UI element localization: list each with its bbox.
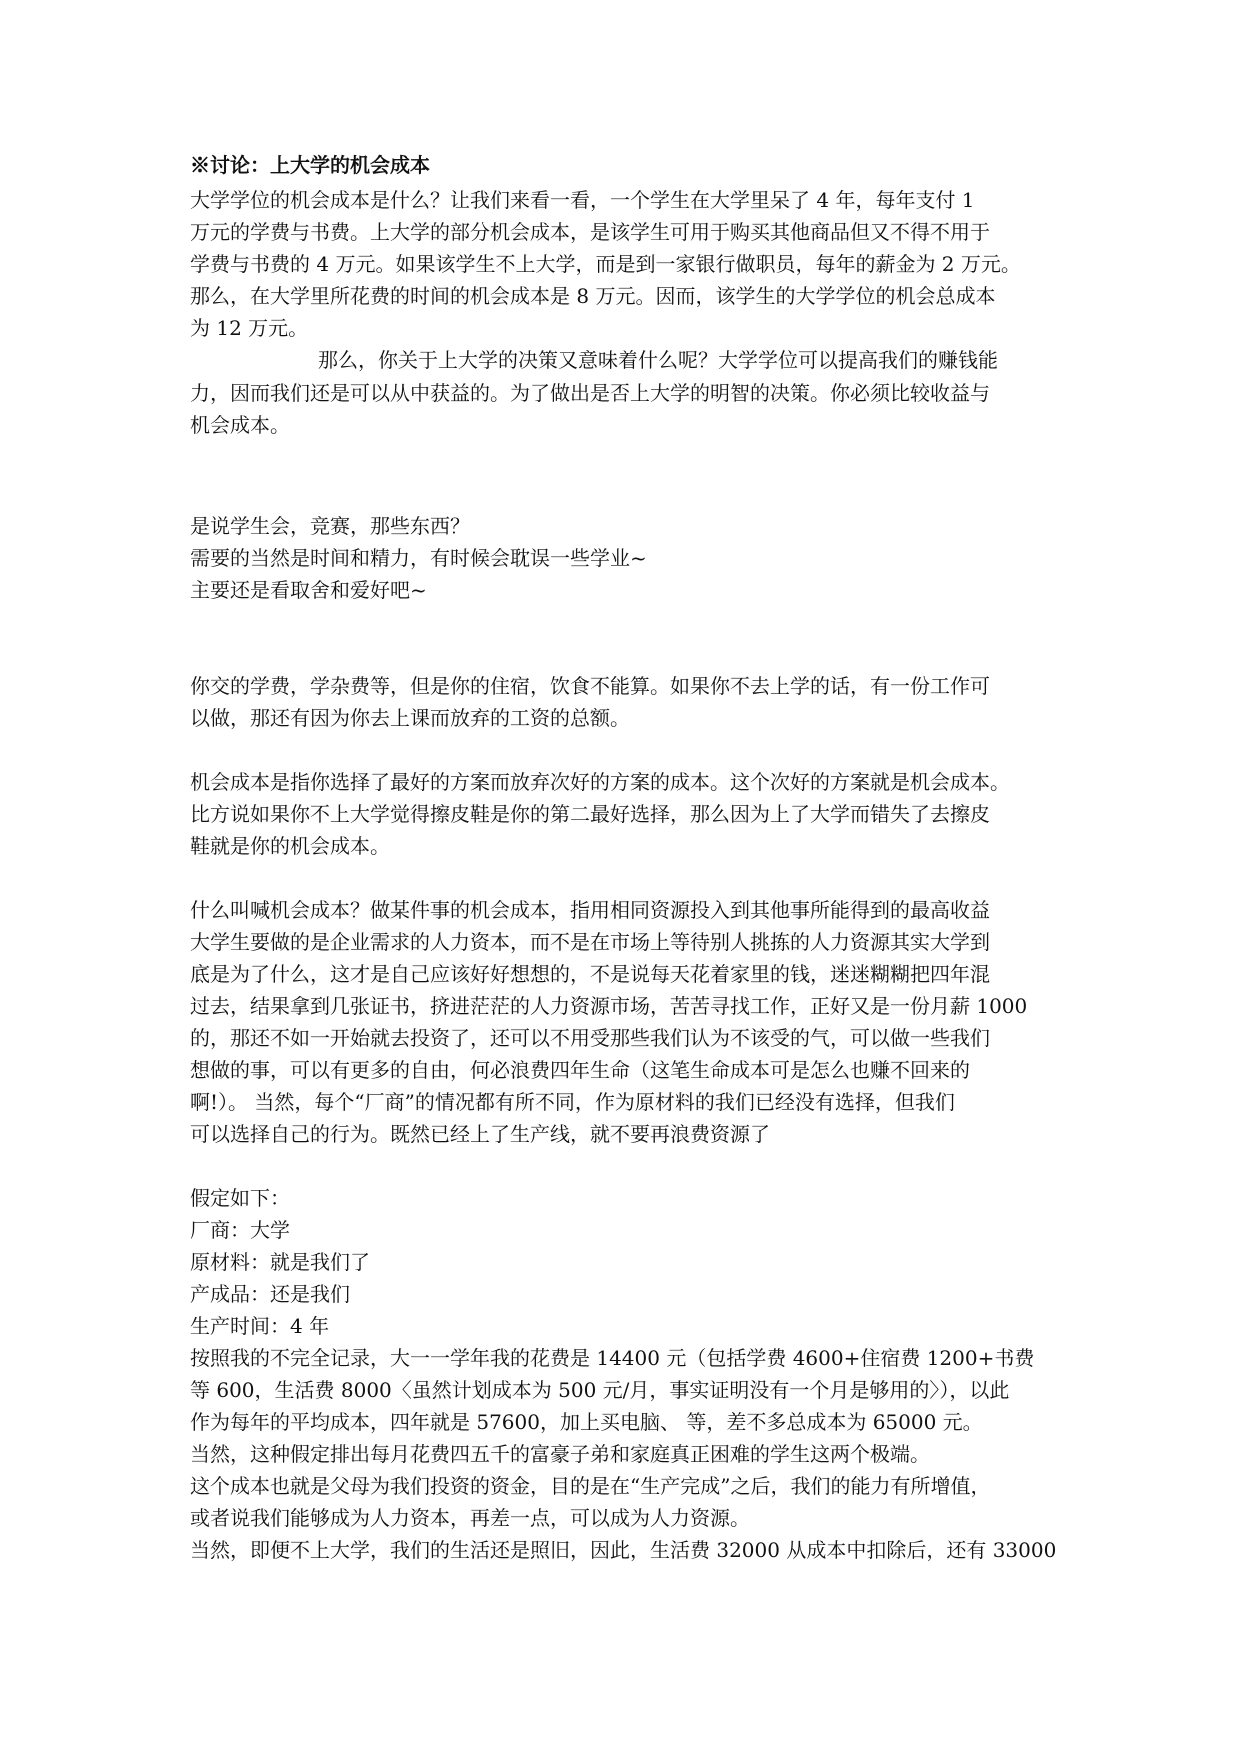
paragraph3-line-1: 是说学生会，竞赛，那些东西？ <box>190 514 470 538</box>
paragraph2-line-3: 机会成本。 <box>190 413 290 437</box>
paragraph7-line-4: 产成品：还是我们 <box>190 1282 350 1306</box>
paragraph1-line-1: 大学学位的机会成本是什么？让我们来看一看，一个学生在大学里呆了 4 年，每年支付 1 <box>190 188 975 212</box>
paragraph5-line-1: 机会成本是指你选择了最好的方案而放弃次好的方案的成本。这个次好的方案就是机会成本。 <box>190 770 1010 794</box>
paragraph6-line-7: 啊!）。 当然，每个“厂商”的情况都有所不同，作为原材料的我们已经没有选择，但我们 <box>190 1090 955 1114</box>
paragraph1-line-3: 学费与书费的 4 万元。如果该学生不上大学，而是到一家银行做职员，每年的薪金为 2 万元。 <box>190 252 1021 276</box>
paragraph6-line-3: 底是为了什么，这才是自己应该好好想想的，不是说每天花着家里的钱，迷迷糊糊把四年混 <box>190 962 990 986</box>
document-title: ※讨论：上大学的机会成本 <box>190 153 430 177</box>
paragraph7-line-9: 当然，这种假定排出每月花费四五千的富豪子弟和家庭真正困难的学生这两个极端。 <box>190 1442 930 1466</box>
paragraph6-line-4: 过去，结果拿到几张证书，挤进茫茫的人力资源市场，苦苦寻找工作，正好又是一份月薪 1000 <box>190 994 1028 1018</box>
paragraph7-line-2: 厂商：大学 <box>190 1218 290 1242</box>
paragraph4-line-2: 以做，那还有因为你去上课而放弃的工资的总额。 <box>190 706 630 730</box>
paragraph1-line-2: 万元的学费与书费。上大学的部分机会成本，是该学生可用于购买其他商品但又不得不用于 <box>190 220 990 244</box>
paragraph7-line-10: 这个成本也就是父母为我们投资的资金，目的是在“生产完成”之后，我们的能力有所增值， <box>190 1474 991 1498</box>
paragraph6-line-5: 的，那还不如一开始就去投资了，还可以不用受那些我们认为不该受的气，可以做一些我们 <box>190 1026 990 1050</box>
paragraph7-line-3: 原材料：就是我们了 <box>190 1250 370 1274</box>
paragraph6-line-6: 想做的事，可以有更多的自由，何必浪费四年生命（这笔生命成本可是怎么也赚不回来的 <box>190 1058 970 1082</box>
paragraph2-line-2: 力，因而我们还是可以从中获益的。为了做出是否上大学的明智的决策。你必须比较收益与 <box>190 381 990 405</box>
paragraph1-line-5: 为 12 万元。 <box>190 316 309 340</box>
paragraph5-line-2: 比方说如果你不上大学觉得擦皮鞋是你的第二最好选择，那么因为上了大学而错失了去擦皮 <box>190 802 990 826</box>
paragraph4-line-1: 你交的学费，学杂费等，但是你的住宿，饮食不能算。如果你不去上学的话，有一份工作可 <box>190 674 990 698</box>
paragraph6-line-8: 可以选择自己的行为。既然已经上了生产线，就不要再浪费资源了 <box>190 1122 770 1146</box>
paragraph6-line-2: 大学生要做的是企业需求的人力资本，而不是在市场上等待别人挑拣的人力资源其实大学到 <box>190 930 990 954</box>
paragraph7-line-6: 按照我的不完全记录，大一一学年我的花费是 14400 元（包括学费 4600+住宿费 1200+书费 <box>190 1346 1035 1370</box>
paragraph7-line-7: 等 600，生活费 8000〈虽然计划成本为 500 元/月，事实证明没有一个月是够用的〉），以此 <box>190 1378 1010 1402</box>
paragraph3-line-3: 主要还是看取舍和爱好吧~ <box>190 578 427 602</box>
paragraph5-line-3: 鞋就是你的机会成本。 <box>190 834 390 858</box>
paragraph2-line-1: 那么，你关于上大学的决策又意味着什么呢？大学学位可以提高我们的赚钱能 <box>318 348 998 372</box>
paragraph7-line-1: 假定如下： <box>190 1186 290 1210</box>
paragraph6-line-1: 什么叫喊机会成本？做某件事的机会成本，指用相同资源投入到其他事所能得到的最高收益 <box>190 898 990 922</box>
paragraph7-line-11: 或者说我们能够成为人力资本，再差一点，可以成为人力资源。 <box>190 1506 750 1530</box>
paragraph7-line-12: 当然，即便不上大学，我们的生活还是照旧，因此，生活费 32000 从成本中扣除后，还有 33000 <box>190 1538 1057 1562</box>
paragraph7-line-5: 生产时间：4 年 <box>190 1314 330 1338</box>
paragraph3-line-2: 需要的当然是时间和精力，有时候会耽误一些学业~ <box>190 546 647 570</box>
paragraph1-line-4: 那么，在大学里所花费的时间的机会成本是 8 万元。因而，该学生的大学学位的机会总成本 <box>190 284 996 308</box>
paragraph7-line-8: 作为每年的平均成本，四年就是 57600，加上买电脑、 等，差不多总成本为 65000 元。 <box>190 1410 983 1434</box>
